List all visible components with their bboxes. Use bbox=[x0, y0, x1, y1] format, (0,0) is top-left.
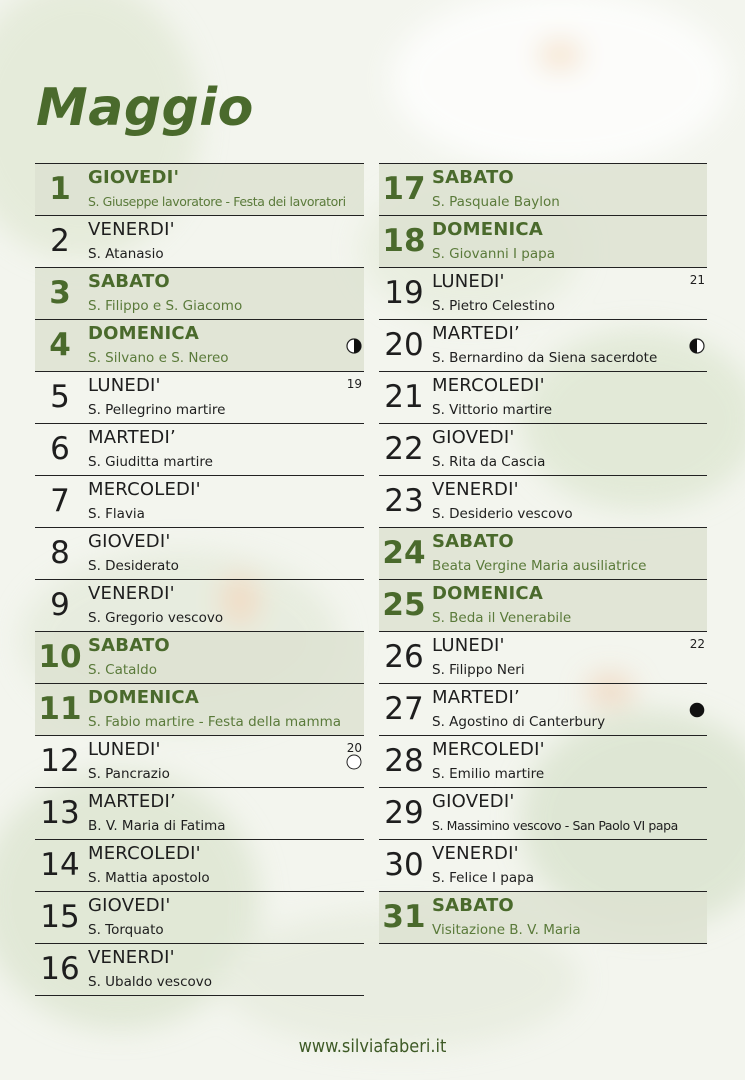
saint-name: B. V. Maria di Fatima bbox=[88, 818, 226, 834]
saint-name: S. Vittorio martire bbox=[432, 402, 553, 418]
day-number: 11 bbox=[38, 691, 82, 727]
day-row bbox=[35, 215, 364, 267]
saint-name: S. Gregorio vescovo bbox=[88, 610, 224, 626]
weekday-label: SABATO bbox=[432, 531, 514, 552]
moon-new-icon bbox=[689, 702, 705, 718]
day-number: 10 bbox=[38, 639, 82, 675]
calendar-column-right bbox=[379, 163, 707, 944]
day-row bbox=[379, 423, 707, 475]
moon-last-quarter-icon bbox=[689, 338, 705, 354]
day-row bbox=[379, 163, 707, 215]
day-number: 20 bbox=[384, 327, 424, 363]
saint-name: S. Ubaldo vescovo bbox=[88, 974, 213, 990]
day-row bbox=[35, 787, 364, 839]
day-number: 30 bbox=[384, 847, 424, 883]
day-number: 28 bbox=[384, 743, 424, 779]
week-number: 20 bbox=[346, 741, 362, 755]
weekday-label: MERCOLEDI' bbox=[432, 375, 545, 396]
weekday-label: GIOVEDI' bbox=[432, 427, 515, 448]
day-number: 9 bbox=[50, 587, 70, 623]
saint-name: S. Atanasio bbox=[88, 246, 164, 262]
website-link[interactable]: www.silviafaberi.it bbox=[298, 1036, 447, 1057]
weekday-label: GIOVEDI' bbox=[432, 791, 515, 812]
weekday-label: VENERDI' bbox=[432, 843, 519, 864]
weekday-label: DOMENICA bbox=[88, 323, 199, 344]
weekday-label: LUNEDI' bbox=[88, 375, 161, 396]
day-number: 7 bbox=[50, 483, 70, 519]
day-row bbox=[35, 371, 364, 423]
weekday-label: VENERDI' bbox=[88, 219, 175, 240]
day-row bbox=[35, 267, 364, 319]
day-number: 6 bbox=[50, 431, 70, 467]
day-row bbox=[35, 631, 364, 683]
weekday-label: SABATO bbox=[432, 167, 514, 188]
weekday-label: GIOVEDI' bbox=[88, 167, 180, 188]
day-row bbox=[35, 735, 364, 787]
weekday-label: VENERDI' bbox=[432, 479, 519, 500]
month-title: Maggio bbox=[36, 78, 254, 138]
saint-name: S. Desiderato bbox=[88, 558, 179, 574]
day-row bbox=[379, 579, 707, 631]
weekday-label: DOMENICA bbox=[88, 687, 199, 708]
saint-name: S. Massimino vescovo - San Paolo VI papa bbox=[432, 818, 678, 833]
weekday-label: MERCOLEDI' bbox=[88, 843, 201, 864]
day-number: 5 bbox=[50, 379, 70, 415]
day-row bbox=[379, 891, 707, 944]
weekday-label: MARTEDI’ bbox=[432, 323, 520, 344]
day-number: 12 bbox=[40, 743, 80, 779]
saint-name: S. Fabio martire - Festa della mamma bbox=[88, 714, 342, 730]
saint-name: S. Rita da Cascia bbox=[432, 454, 546, 470]
day-number: 17 bbox=[382, 171, 426, 207]
weekday-label: SABATO bbox=[432, 895, 514, 916]
weekday-label: GIOVEDI' bbox=[88, 531, 171, 552]
day-number: 16 bbox=[40, 951, 80, 987]
weekday-label: GIOVEDI' bbox=[88, 895, 171, 916]
week-number: 19 bbox=[346, 377, 362, 391]
saint-name: S. Torquato bbox=[88, 922, 164, 938]
saint-name: Beata Vergine Maria ausiliatrice bbox=[432, 558, 647, 574]
day-number: 3 bbox=[49, 275, 71, 311]
weekday-label: MERCOLEDI' bbox=[88, 479, 201, 500]
saint-name: S. Pietro Celestino bbox=[432, 298, 555, 314]
weekday-label: MARTEDI’ bbox=[88, 791, 176, 812]
moon-first-quarter-icon bbox=[346, 338, 362, 354]
day-row bbox=[35, 839, 364, 891]
saint-name: S. Giovanni I papa bbox=[432, 246, 555, 262]
day-row bbox=[379, 319, 707, 371]
day-row bbox=[379, 631, 707, 683]
day-row bbox=[379, 839, 707, 891]
saint-name: S. Flavia bbox=[88, 506, 145, 522]
weekday-label: SABATO bbox=[88, 271, 170, 292]
day-number: 21 bbox=[384, 379, 424, 415]
day-number: 29 bbox=[384, 795, 424, 831]
day-number: 4 bbox=[49, 327, 71, 363]
saint-name: Visitazione B. V. Maria bbox=[432, 922, 581, 938]
day-row bbox=[35, 527, 364, 579]
day-row bbox=[35, 423, 364, 475]
weekday-label: MARTEDI’ bbox=[88, 427, 176, 448]
day-number: 22 bbox=[384, 431, 424, 467]
day-number: 23 bbox=[384, 483, 424, 519]
day-row bbox=[35, 891, 364, 943]
day-number: 24 bbox=[382, 535, 426, 571]
saint-name: S. Desiderio vescovo bbox=[432, 506, 573, 522]
day-number: 15 bbox=[40, 899, 80, 935]
weekday-label: MARTEDI’ bbox=[432, 687, 520, 708]
day-number: 31 bbox=[382, 899, 426, 935]
weekday-label: VENERDI' bbox=[88, 583, 175, 604]
weekday-label: LUNEDI' bbox=[432, 271, 505, 292]
saint-name: S. Emilio martire bbox=[432, 766, 545, 782]
weekday-label: MERCOLEDI' bbox=[432, 739, 545, 760]
day-number: 18 bbox=[382, 223, 426, 259]
weekday-label: VENERDI' bbox=[88, 947, 175, 968]
day-row bbox=[35, 163, 364, 215]
day-row bbox=[379, 475, 707, 527]
day-row bbox=[35, 579, 364, 631]
saint-name: S. Mattia apostolo bbox=[88, 870, 210, 886]
weekday-label: DOMENICA bbox=[432, 219, 543, 240]
day-row bbox=[379, 371, 707, 423]
day-row bbox=[35, 943, 364, 996]
day-number: 27 bbox=[384, 691, 424, 727]
day-number: 19 bbox=[384, 275, 424, 311]
day-row bbox=[379, 527, 707, 579]
day-number: 25 bbox=[382, 587, 426, 623]
day-number: 26 bbox=[384, 639, 424, 675]
saint-name: S. Pancrazio bbox=[88, 766, 170, 782]
saint-name: S. Giuseppe lavoratore - Festa dei lavoratori bbox=[88, 194, 346, 209]
saint-name: S. Pasquale Baylon bbox=[432, 194, 560, 210]
day-row bbox=[379, 215, 707, 267]
day-number: 1 bbox=[49, 171, 71, 207]
saint-name: S. Filippo e S. Giacomo bbox=[88, 298, 243, 314]
day-row bbox=[379, 787, 707, 839]
weekday-label: LUNEDI' bbox=[88, 739, 161, 760]
day-row bbox=[379, 267, 707, 319]
day-row bbox=[379, 735, 707, 787]
week-number: 22 bbox=[689, 637, 705, 651]
calendar-column-left bbox=[35, 163, 364, 996]
day-number: 8 bbox=[50, 535, 70, 571]
saint-name: S. Filippo Neri bbox=[432, 662, 525, 678]
saint-name: S. Cataldo bbox=[88, 662, 157, 678]
day-number: 13 bbox=[40, 795, 80, 831]
saint-name: S. Silvano e S. Nereo bbox=[88, 350, 229, 366]
saint-name: S. Pellegrino martire bbox=[88, 402, 226, 418]
saint-name: S. Agostino di Canterbury bbox=[432, 714, 606, 730]
saint-name: S. Bernardino da Siena sacerdote bbox=[432, 350, 658, 366]
day-row bbox=[35, 683, 364, 735]
day-row bbox=[35, 475, 364, 527]
day-row bbox=[35, 319, 364, 371]
weekday-label: SABATO bbox=[88, 635, 170, 656]
week-number: 21 bbox=[689, 273, 705, 287]
weekday-label: DOMENICA bbox=[432, 583, 543, 604]
saint-name: S. Giuditta martire bbox=[88, 454, 213, 470]
day-number: 2 bbox=[50, 223, 70, 259]
day-number: 14 bbox=[40, 847, 80, 883]
saint-name: S. Felice I papa bbox=[432, 870, 534, 886]
moon-full-icon bbox=[346, 754, 362, 770]
day-row bbox=[379, 683, 707, 735]
weekday-label: LUNEDI' bbox=[432, 635, 505, 656]
saint-name: S. Beda il Venerabile bbox=[432, 610, 572, 626]
